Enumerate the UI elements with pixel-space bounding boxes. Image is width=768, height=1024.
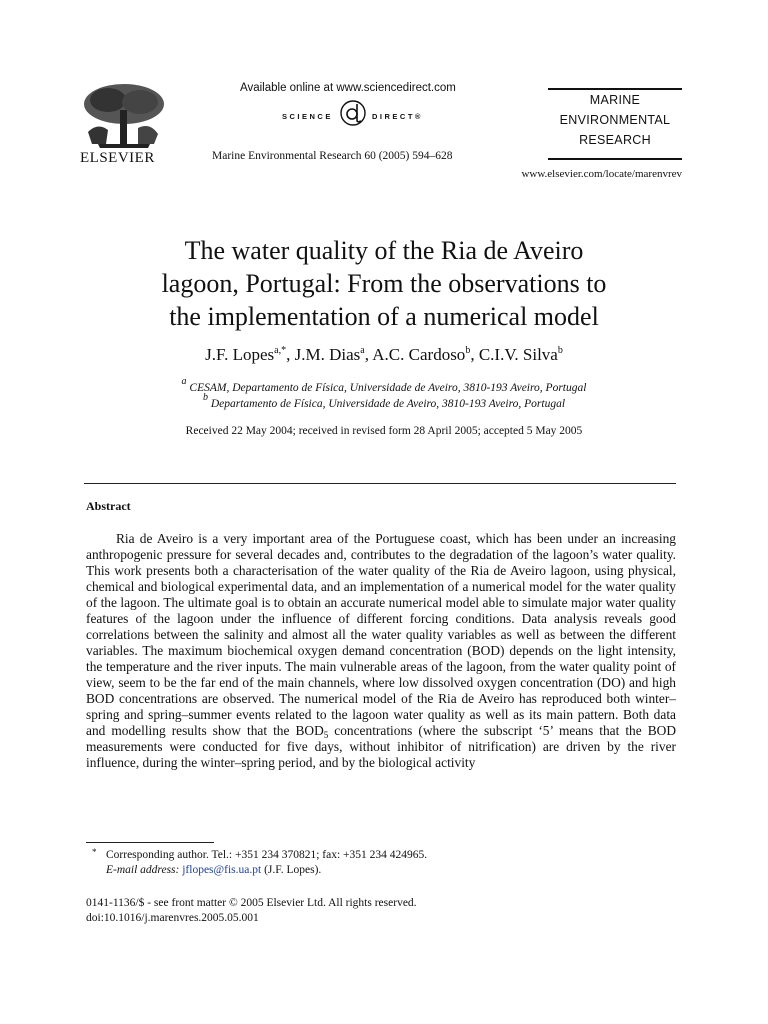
sciencedirect-right-text: DIRECT® — [372, 112, 423, 121]
footnote-divider — [86, 842, 214, 843]
title-line: The water quality of the Ria de Aveiro — [184, 236, 584, 265]
affiliation-text: CESAM, Departamento de Física, Universidade de Aveiro, 3810-193 Aveiro, Portugal — [189, 382, 587, 394]
sciencedirect-left-text: SCIENCE — [282, 112, 333, 121]
journal-title-box — [548, 88, 682, 160]
title-line: lagoon, Portugal: From the observations to — [161, 269, 607, 298]
email-link[interactable]: jflopes@fis.ua.pt — [182, 864, 262, 876]
abstract-text: Ria de Aveiro is a very important area of the Portuguese coast, which has been under an increasing anthropogenic pressure for several decades and, contributes to the degradation of the lagoon’s water quality. This work presents both a characterisation of the water quality of the Ria de Aveiro lagoon, using physical, chemical and biological experimental data, and an implementation of a numerical model for the water quality of the lagoon. The ultimate goal is to obtain an accurate numerical model able to simulate major water quality features of the lagoon under the influence of different forcing conditions. Data analysis reveals good correlations between the salinity and almost all the water quality variables as well as between the different variables. The maximum biochemical oxygen demand concentration (BOD) depends on the light intensity, the temperature and the river inputs. The main vulnerable areas of the lagoon, from the water quality point of view, seem to be the far end of the main channels, where low dissolved oxygen concentration (DO) and high BOD concentrations are observed. The numerical model of the Ria de Aveiro has reproduced both winter–spring and spring–summer events related to the lagoon water quality as well as its main pattern. Both data and modelling results show that the $BOD_5$ concentrations (where the subscript ‘5’ means that the BOD measurements were conducted for five days, without inhibitor of nitrification) are driven by the river influence, during the winter–spring period, and by the biological activity — [86, 531, 676, 770]
author-affiliation-mark: a,* — [274, 345, 287, 356]
title-line: the implementation of a numerical model — [169, 302, 599, 331]
abstract-heading: Abstract — [86, 499, 131, 513]
author-name: J.M. Dias — [294, 345, 361, 364]
email-line: E-mail address: jflopes@fis.ua.pt (J.F. Lopes). — [106, 864, 322, 876]
affiliation-b — [84, 392, 684, 410]
journal-box-line: ENVIRONMENTAL — [559, 113, 671, 127]
divider — [84, 483, 676, 484]
article-title — [84, 234, 684, 333]
affiliation-a — [84, 376, 684, 394]
author-name: A.C. Cardoso — [372, 345, 466, 364]
journal-box-line: MARINE — [589, 93, 641, 107]
email-label: E-mail address: — [106, 864, 180, 876]
corresponding-author: Corresponding author. Tel.: +351 234 370821; fax: +351 234 424965. — [106, 849, 428, 861]
received-dates: Received 22 May 2004; received in revised form 28 April 2005; accepted 5 May 2005 — [185, 425, 583, 437]
at-sign-icon — [338, 98, 368, 128]
author-name: C.I.V. Silva — [478, 345, 558, 364]
available-online-text[interactable]: Available online at www.sciencedirect.com — [240, 82, 456, 94]
footnote — [86, 848, 676, 878]
doi[interactable]: doi:10.1016/j.marenvres.2005.05.001 — [86, 912, 259, 924]
author-affiliation-mark: b — [465, 345, 471, 356]
sciencedirect-logo — [282, 102, 432, 132]
affiliation-text: Departamento de Física, Universidade de Aveiro, 3810-193 Aveiro, Portugal — [210, 398, 566, 410]
author-list: J.F. Lopes$^{a,*}$, J.M. Dias$^a$, A.C. Cardoso$^b$, C.I.V. Silva$^b$ — [205, 345, 563, 364]
footnote-mark: * — [92, 847, 97, 857]
affiliation-mark: a — [181, 376, 187, 387]
journal-box-line: RESEARCH — [579, 133, 651, 147]
affiliation-mark: b — [202, 392, 208, 403]
author-affiliation-mark: b — [557, 345, 563, 356]
journal-url[interactable]: www.elsevier.com/locate/marenvrev — [521, 168, 682, 180]
issn-line: 0141-1136/$ - see front matter © 2005 Elsevier Ltd. All rights reserved. — [86, 897, 417, 909]
publisher-name: ELSEVIER — [80, 150, 155, 166]
author-affiliation-mark: a — [360, 345, 365, 356]
front-matter — [86, 896, 417, 926]
author-name: J.F. Lopes — [205, 345, 275, 364]
journal-citation: Marine Environmental Research 60 (2005) 594–628 — [212, 150, 453, 162]
subscript: 5 — [323, 730, 329, 740]
